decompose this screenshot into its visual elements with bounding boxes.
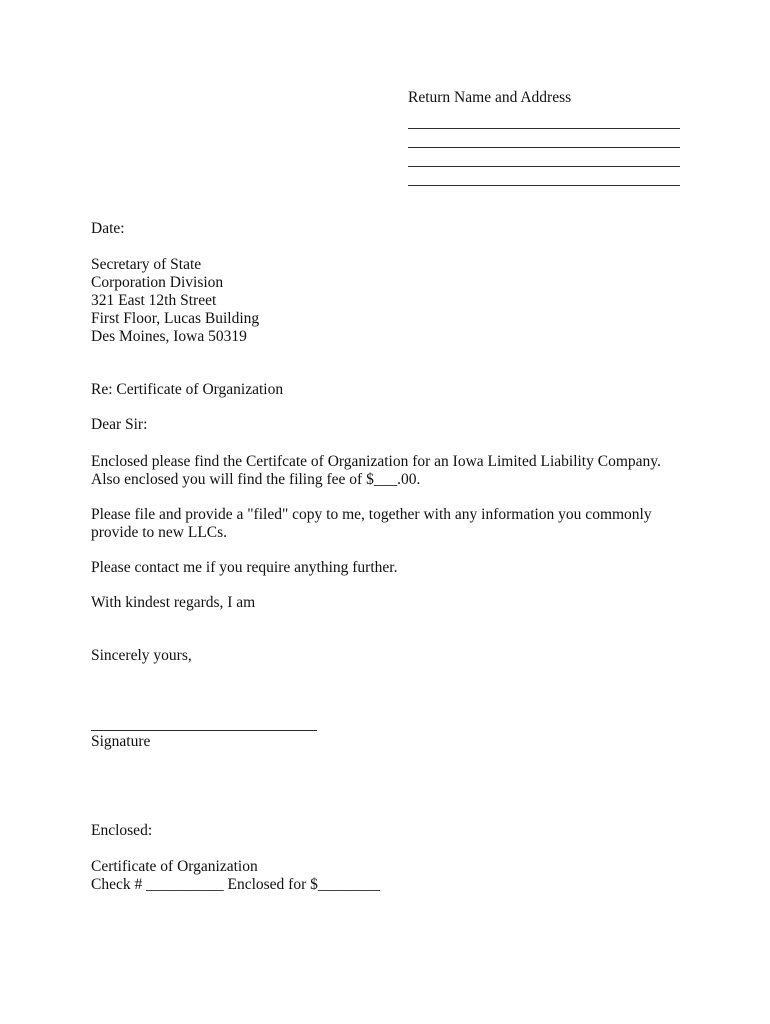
- date-label: Date:: [91, 220, 125, 237]
- return-address-blank-line-3: [408, 148, 680, 167]
- return-address-block: [408, 89, 680, 186]
- enclosed-label: Enclosed:: [91, 822, 153, 839]
- enclosures-section: [91, 822, 671, 894]
- salutation: Dear Sir:: [91, 416, 148, 433]
- recipient-line: 321 East 12th Street: [91, 292, 217, 309]
- signature-line: [91, 730, 317, 731]
- paragraph: Please contact me if you require anything further.: [91, 559, 398, 576]
- return-address-label: Return Name and Address: [408, 89, 572, 106]
- letter-body: [91, 220, 671, 894]
- signature-area: [91, 730, 671, 751]
- return-address-blank-line-2: [408, 129, 680, 148]
- paragraph: With kindest regards, I am: [91, 594, 256, 611]
- recipient-line: Des Moines, Iowa 50319: [91, 328, 247, 345]
- enclosure-item: Certificate of Organization: [91, 858, 258, 875]
- closing: Sincerely yours,: [91, 647, 192, 664]
- recipient-line: Secretary of State: [91, 256, 202, 273]
- paragraph: Enclosed please find the Certifcate of Organization for an Iowa Limited Liability Company. Also enclosed you will find the filing fee of $___.00.: [91, 453, 661, 488]
- subject-line: Re: Certificate of Organization: [91, 381, 284, 398]
- recipient-line: First Floor, Lucas Building: [91, 310, 260, 327]
- enclosure-item: Check # __________ Enclosed for $________: [91, 876, 380, 893]
- recipient-address-block: [91, 256, 671, 346]
- recipient-line: Corporation Division: [91, 274, 224, 291]
- return-address-blank-line-1: [408, 110, 680, 129]
- return-address-blank-line-4: [408, 167, 680, 186]
- signature-label: Signature: [91, 733, 151, 750]
- paragraph: Please file and provide a "filed" copy to me, together with any information you commonly provide to new LLCs.: [91, 506, 652, 541]
